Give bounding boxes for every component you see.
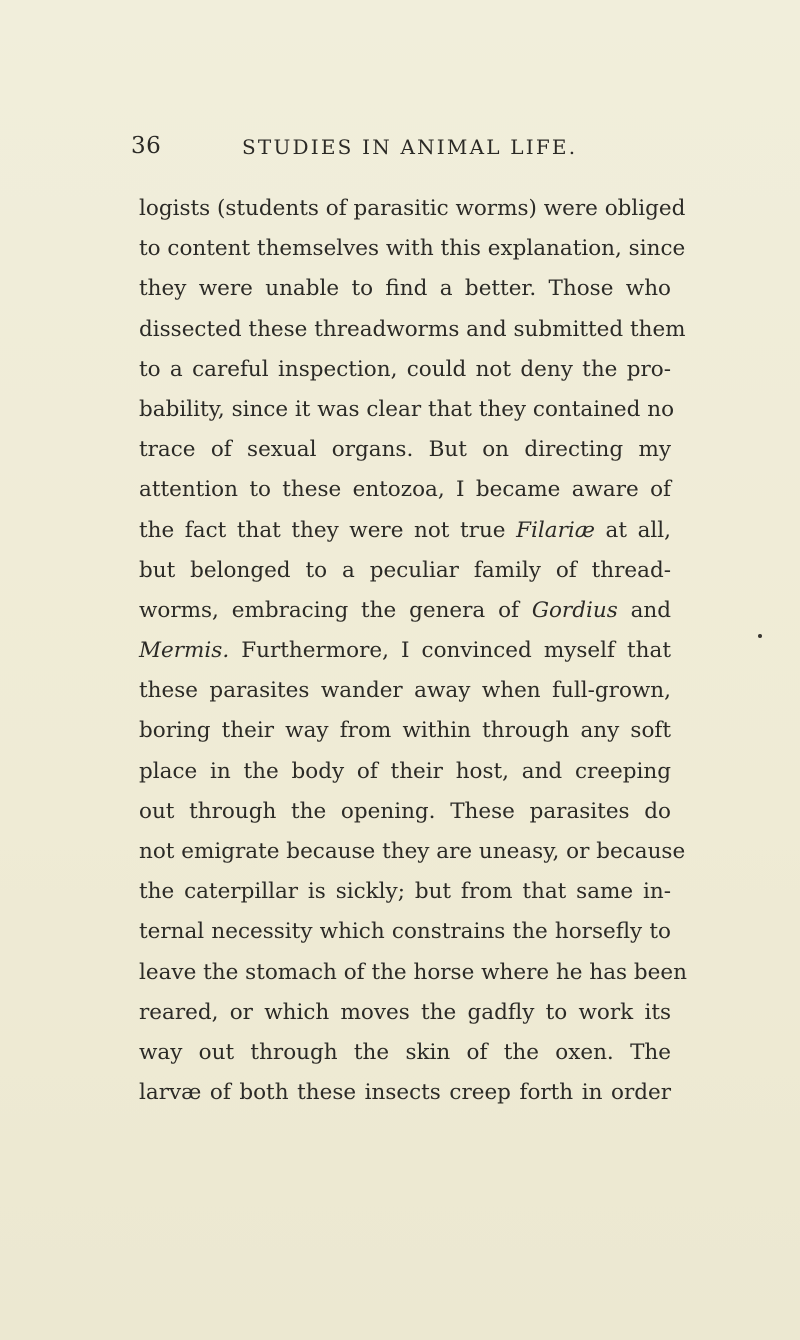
text-segment: Furthermore, I convinced myself that (229, 638, 671, 664)
running-title: STUDIES IN ANIMAL LIFE. (242, 135, 578, 159)
text-line: larvæ of both these insects creep forth in order (139, 1080, 671, 1106)
page-number: 36 (131, 133, 162, 159)
text-line: way out through the skin of the oxen. The (139, 1039, 671, 1065)
italic-term: Filariæ (516, 517, 595, 543)
text-line: place in the body of their host, and creeping (139, 758, 671, 784)
body-text (139, 189, 687, 1113)
text-line: not emigrate because they are uneasy, or because (139, 839, 686, 864)
text-line: the caterpillar is sickly; but from that same in- (139, 879, 671, 905)
text-line: these parasites wander away when full-grown, (139, 678, 671, 704)
text-line: reared, or which moves the gadfly to work its (139, 999, 671, 1025)
text-line: but belonged to a peculiar family of thread- (139, 557, 671, 583)
text-line: boring their way from within through any soft (139, 718, 671, 744)
text-line (139, 631, 671, 671)
text-line: attention to these entozoa, I became aware of (139, 477, 671, 503)
text-segment: the fact that they were not true (139, 517, 517, 543)
text-line: out through the opening. These parasites do (139, 798, 671, 824)
text-segment: at all, (594, 517, 671, 543)
text-line: they were unable to find a better. Those who (139, 276, 671, 302)
text-line (139, 591, 671, 631)
italic-term: Mermis. (139, 638, 230, 664)
text-line: leave the stomach of the horse where he has been (139, 959, 687, 985)
text-line: dissected these threadworms and submitted them (139, 316, 686, 342)
text-line (139, 511, 671, 551)
italic-term: Gordius (531, 597, 618, 623)
ink-speck (758, 634, 762, 638)
text-segment: and (617, 597, 671, 623)
text-segment: worms, embracing the genera of (139, 597, 532, 623)
text-line: to a careful inspection, could not deny the pro- (139, 356, 671, 382)
text-line: to content themselves with this explanation, since (139, 236, 686, 262)
text-line: bability, since it was clear that they contained no (139, 396, 675, 422)
text-line: logists (students of parasitic worms) were obliged (139, 196, 686, 221)
text-line: trace of sexual organs. But on directing my (139, 437, 671, 463)
text-line: ternal necessity which constrains the horsefly to (139, 919, 671, 945)
